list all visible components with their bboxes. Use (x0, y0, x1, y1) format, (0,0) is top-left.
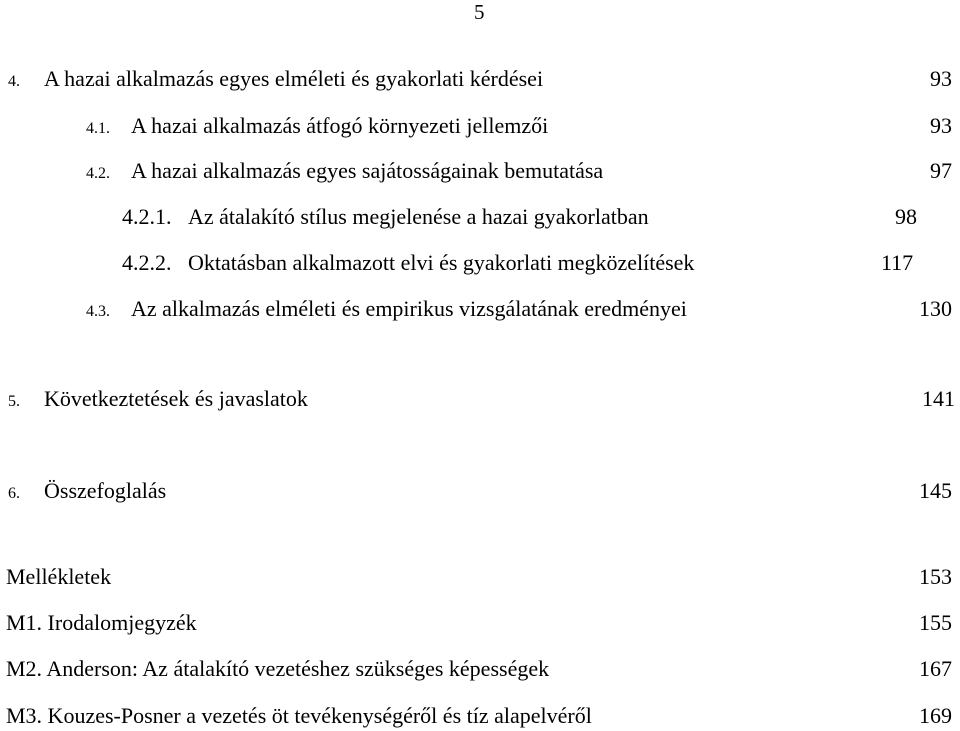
toc-entry-number: 6. (8, 485, 20, 502)
toc-entry-title: Következtetések és javaslatok (44, 386, 308, 411)
toc-entry (6, 703, 592, 729)
toc-entry-page: 141 (922, 386, 955, 411)
toc-entry-title: Az átalakító stílus megjelenése a hazai gyakorlatban (188, 204, 649, 229)
toc-entry-page: 145 (919, 478, 952, 503)
toc-entry-number: 4.2.2. (122, 250, 172, 275)
toc-entry-number: 4. (8, 73, 20, 90)
toc-entry-title: A hazai alkalmazás egyes elméleti és gyakorlati kérdései (44, 66, 544, 91)
toc-entry-page: 93 (930, 113, 952, 138)
toc-entry-title: Összefoglalás (44, 478, 167, 503)
toc-entry-title: Oktatásban alkalmazott elvi és gyakorlati megközelítések (188, 250, 695, 275)
toc-entry-title: A hazai alkalmazás egyes sajátosságainak bemutatása (131, 158, 604, 183)
page-number: 5 (474, 0, 485, 24)
toc-entry-page: 153 (919, 564, 952, 589)
toc-entry-number: 4.2. (86, 165, 110, 182)
toc-entry-page: 93 (930, 66, 952, 91)
toc-entry-number: 4.1. (86, 120, 110, 137)
toc-entry-page: 97 (930, 158, 952, 183)
toc-entry (6, 610, 197, 636)
toc-entry (122, 204, 649, 230)
toc-entry-page: 169 (919, 703, 952, 728)
toc-entry (6, 564, 111, 590)
toc-entry-number: 4.3. (86, 303, 110, 320)
toc-entry (86, 113, 548, 142)
toc-entry-title: Mellékletek (6, 564, 112, 589)
toc-entry-title: A hazai alkalmazás átfogó környezeti jellemzői (131, 113, 549, 138)
toc-entry (122, 250, 694, 276)
toc-entry (86, 158, 603, 187)
toc-entry-title: M2. Anderson: Az átalakító vezetéshez szükséges képességek (6, 656, 550, 681)
toc-entry-page: 167 (919, 656, 952, 681)
toc-entry-page: 155 (919, 610, 952, 635)
toc-entry-page: 117 (881, 250, 914, 275)
toc-entry-number: 4.2.1. (122, 204, 172, 229)
toc-entry-number: 5. (8, 393, 20, 410)
toc-entry-title: M1. Irodalomjegyzék (6, 610, 197, 635)
toc-entry (8, 386, 308, 415)
toc-entry-title: Az alkalmazás elméleti és empirikus vizsgálatának eredményei (131, 296, 687, 321)
toc-entry-page: 98 (895, 204, 917, 229)
toc-entry-title: M3. Kouzes-Posner a vezetés öt tevékenységéről és tíz alapelvéről (6, 703, 592, 728)
toc-entry (8, 478, 166, 507)
toc-entry (8, 66, 543, 95)
toc-entry (6, 656, 549, 682)
toc-entry-page: 130 (919, 296, 952, 321)
toc-entry (86, 296, 687, 325)
